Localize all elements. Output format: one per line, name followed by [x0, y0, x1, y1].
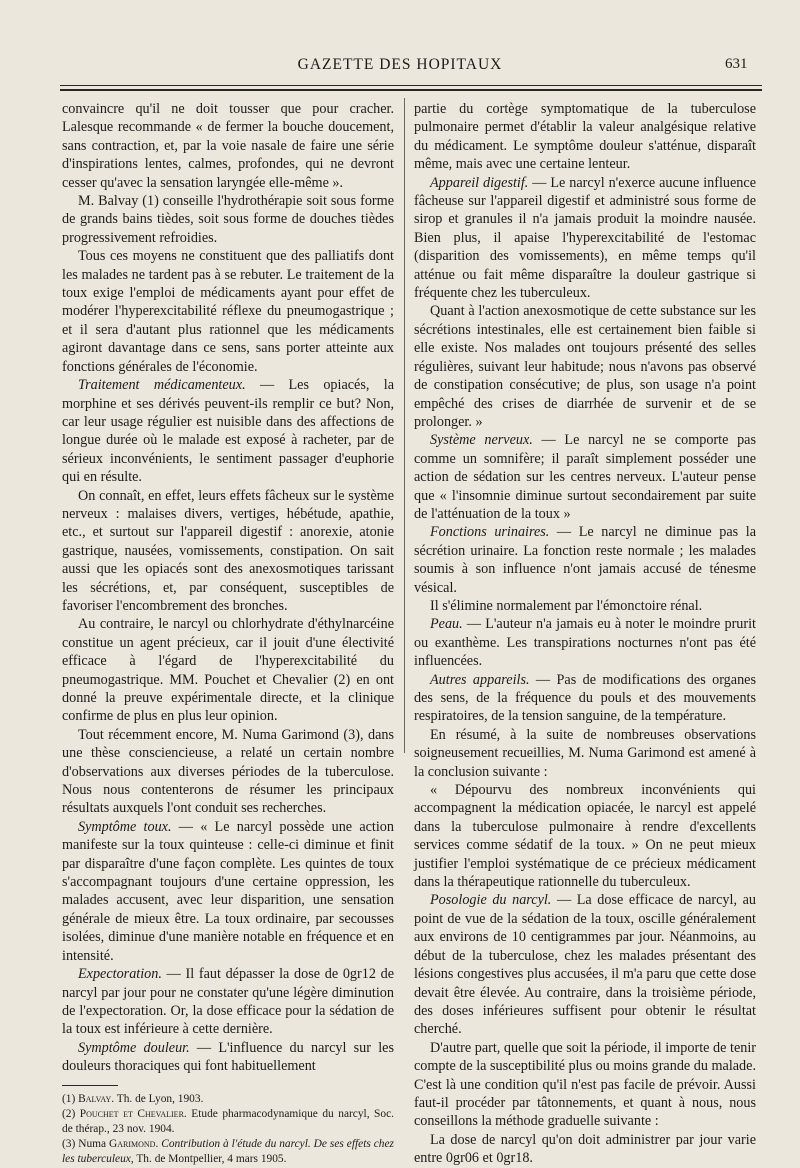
paragraph: convaincre qu'il ne doit tousser que pour cracher. Lalesque recommande « de fermer la bouche doucement, sans contraction, et, par la voie nasale de faire une série d'inspirations lentes, calmes, profondes, qui ne devront cesser qu'avec la sensation laryngée elle-même ».	[62, 101, 394, 191]
paragraph: D'autre part, quelle que soit la période, il importe de tenir compte de la susceptibilité plus ou moins grande du malade. C'est là une condition qu'il n'est pas facile de prévoir. Aussi faut-il procéder par tâtonnements, et quant à nous, nous conseillons la méthode graduelle suivante :	[414, 1039, 756, 1130]
footnote-1: (1) Balvay. Th. de Lyon, 1903.	[62, 1092, 204, 1105]
paragraph-text: — La dose efficace de narcyl, au point de vue de la sédation de la toux, oscille généralement aux environs de 10 centigrammes par jour. Néanmoins, au début de la tuberculose, chez les malades présentant des lésions congestives plus accusées, il m'a paru que cette dose devait être élevée. Au contraire, dans la troisième période, des doses inférieures suffisent pour obtenir le résultat cherché.	[414, 892, 756, 1038]
section-heading: Symptôme toux.	[78, 818, 172, 835]
paragraph	[414, 431, 756, 523]
paragraph: En résumé, à la suite de nombreuses observations soigneusement recueillies, M. Numa Garimond est amené à la conclusion suivante :	[414, 726, 756, 780]
right-column	[414, 100, 756, 1168]
paragraph-text: — L'auteur n'a jamais eu à noter le moindre prurit ou exanthème. Les transpirations nocturnes n'ont pas été influencées.	[414, 616, 756, 670]
paragraph: Au contraire, le narcyl ou chlorhydrate d'éthylnarcéine constitue un agent précieux, car il jouit d'une électivité efficace à l'égard de l'hyperexcitabilité du pneumogastrique. MM. Pouchet et Chevalier (2) en ont donné la preuve expérimentale directe, et la clinique confirme de plus en plus leur opinion.	[62, 616, 394, 725]
section-heading: Symptôme douleur.	[78, 1039, 190, 1056]
paragraph-text: — Le narcyl ne se comporte pas comme un somnifère; il paraît simplement posséder une action de sédation sur les centres nerveux. L'auteur pense que « l'insomnie diminue surtout secondairement par suite de l'atténuation de la toux »	[414, 432, 756, 522]
paragraph: « Dépourvu des nombreux inconvénients qui accompagnent la médication opiacée, le narcyl est appelé dans la tuberculose pulmonaire à rendre d'excellents services comme sédatif de la toux. » On ne peut mieux justifier l'emploi systématique de ce précieux médicament dans la thérapeutique rationnelle du tuberculeux.	[414, 782, 756, 891]
paragraph	[414, 174, 756, 303]
paragraph	[62, 376, 394, 486]
footnote-2: (2) Pouchet et Chevalier. Etude pharmacodynamique du narcyl, Soc. de thérap., 23 nov. 1904.	[62, 1108, 394, 1135]
paragraph: partie du cortège symptomatique de la tuberculose pulmonaire permet d'établir la valeur analgésique relative du médicament. Le symptôme douleur s'atténue, disparaît même, mais avec une certaine lenteur.	[414, 101, 756, 173]
paragraph-text: — Le narcyl n'exerce aucune influence fâcheuse sur l'appareil digestif et administré sous forme de sirop et granules il n'a jamais produit la moindre nausée. Bien plus, il apaise l'hyperexcitabilité de l'estomac (disparition des vomissements), en même temps qu'il atténue ou fait même disparaître la douleur gastrique si fréquente chez les tuberculeux.	[414, 174, 756, 302]
section-heading: Autres appareils.	[430, 671, 530, 688]
paragraph: On connaît, en effet, leurs effets fâcheux sur le système nerveux : malaises divers, vertiges, hébétude, apathie, etc., et surtout sur l'appareil digestif : anorexie, atonie gastrique, nausées, vomissements, constipation. On sait aussi que les opiacés sont des anexosmotiques tarissant les sécrétions, et, par conséquent, susceptibles de favoriser l'encombrement des bronches.	[62, 487, 394, 614]
column-divider	[404, 98, 405, 753]
paragraph: Il s'élimine normalement par l'émonctoire rénal.	[430, 597, 703, 614]
paragraph-text: — Les opiacés, la morphine et ses dérivés peuvent-ils remplir ce but? Non, car leur usage régulier est nuisible dans des affections de longue durée où le malade est exposé à racheter, par de sérieux inconvénients, le sentiment passager d'euphorie qui en résulte.	[62, 377, 395, 486]
section-heading: Appareil digestif.	[430, 174, 529, 191]
footnotes	[62, 1092, 394, 1167]
section-heading: Peau.	[430, 616, 463, 633]
paragraph	[62, 965, 394, 1039]
header-rule	[60, 85, 762, 86]
paragraph: La dose de narcyl qu'on doit administrer par jour varie entre 0gr06 et 0gr18.	[414, 1131, 756, 1167]
paragraph	[414, 671, 756, 726]
paragraph	[414, 615, 756, 670]
paragraph: Tout récemment encore, M. Numa Garimond (3), dans une thèse consciencieuse, a relaté un certain nombre d'observations aux diverses périodes de la tuberculose. Nous nous contenterons de résumer les principaux résultats auxquels l'ont conduit ses recherches.	[62, 726, 394, 817]
paragraph: Quant à l'action anexosmotique de cette substance sur les sécrétions intestinales, elle est certainement bien faible si elle existe. Nos malades ont toujours présenté des selles régulières, suivant leur habitude; nous n'avons pas observé de constipation consécutive; de plus, son usage n'a point empêché des crises de diarrhée de survenir et de se prolonger. »	[414, 303, 756, 430]
section-heading: Fonctions urinaires.	[430, 524, 550, 541]
paragraph-text: — Pas de modifications des organes des sens, de la fréquence du pouls et des mouvements respiratoires, de la tension sanguine, de la température.	[414, 671, 756, 725]
paragraph-text: — Le narcyl ne diminue pas la sécrétion urinaire. La fonction reste normale ; les malades soumis à son influence n'ont jamais accusé de ténesme vésical.	[414, 524, 756, 596]
paragraph: Tous ces moyens ne constituent que des palliatifs dont les malades ne tardent pas à se rebuter. Le traitement de la toux exige l'emploi de médicaments ayant pour effet de modérer l'hyperexcitabilité réflexe du pneumogastrique ; et il sera d'autant plus rationnel que les médicaments agiront davantage dans ce sens, sans porter atteinte aux fonctions générales de l'économie.	[62, 248, 394, 375]
paragraph	[414, 891, 756, 1038]
header-rule-double	[60, 89, 762, 91]
paragraph-text: — L'influence du narcyl sur les douleurs thoraciques qui font habituellement	[62, 1039, 394, 1075]
paragraph	[414, 523, 756, 597]
page-number: 631	[725, 56, 748, 72]
section-heading: Traitement médicamenteux.	[78, 377, 246, 394]
footnote-3: (3) Numa Garimond. Contribution à l'étude du narcyl. De ses effets chez les tuberculeux, Th. de Montpellier, 4 mars 1905.	[62, 1138, 394, 1165]
paragraph: M. Balvay (1) conseille l'hydrothérapie soit sous forme de grands bains tièdes, soit sous forme de douches tièdes progressivement refroidies.	[62, 193, 394, 246]
journal-title: GAZETTE DES HOPITAUX	[297, 56, 503, 73]
section-heading: Posologie du narcyl.	[430, 892, 552, 909]
paragraph	[62, 1039, 394, 1076]
section-heading: Système nerveux.	[430, 432, 533, 449]
paragraph-text: — « Le narcyl possède une action manifeste sur la toux quinteuse : celle-ci diminue et finit par disparaître d'une façon complète. Les quintes de toux s'accompagnant toujours d'une certaine oppression, les malades accusent, avec leur disparition, une sensation générale de mieux être. La toux ordinaire, par secousses isolées, diminue d'une manière notable en fréquence et en intensité.	[62, 818, 394, 964]
left-column	[62, 100, 394, 1168]
paragraph-text: — Il faut dépasser la dose de 0gr12 de narcyl par jour pour ne constater qu'une légère diminution de l'expectoration. Or, la dose efficace pour la sédation de la toux est inférieure à cette dernière.	[62, 966, 394, 1038]
footnote-rule	[62, 1085, 118, 1086]
section-heading: Expectoration.	[78, 966, 162, 983]
paragraph	[62, 818, 394, 965]
